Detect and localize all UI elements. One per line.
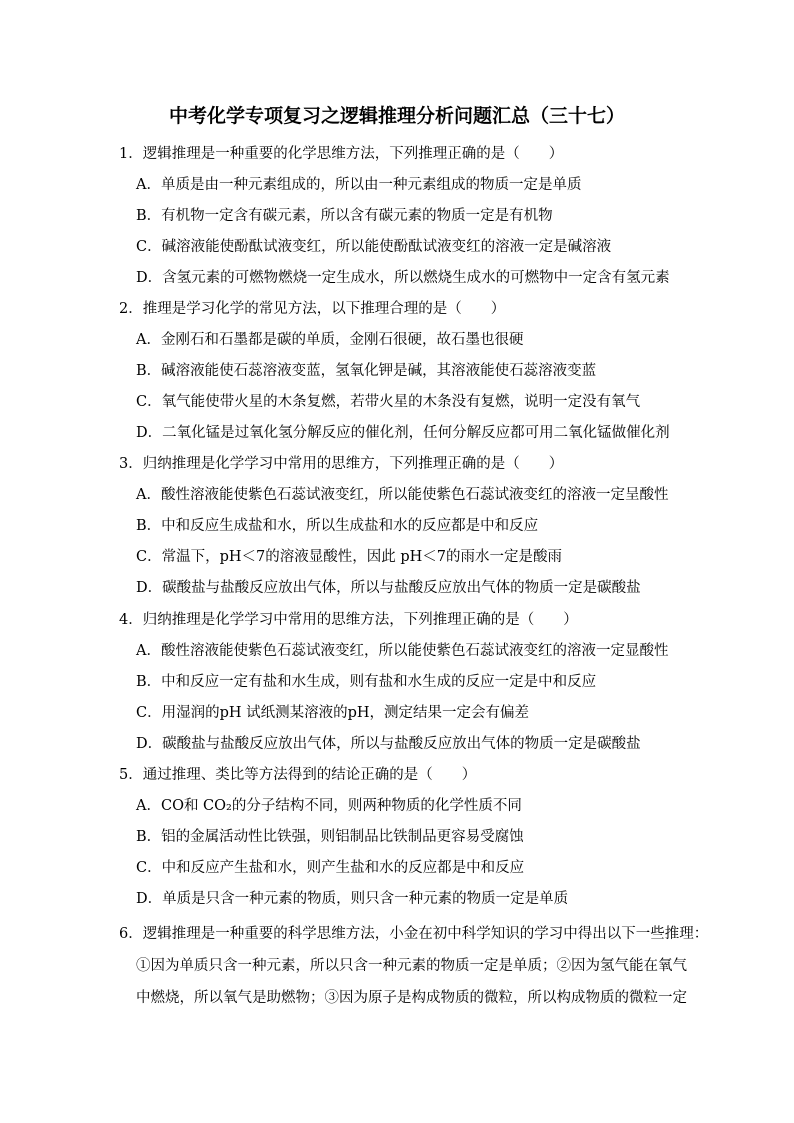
question-4-option-b: B．中和反应一定有盐和水生成，则有盐和水生成的反应一定是中和反应 [136, 674, 597, 690]
question-1-option-c: C．碱溶液能使酚酞试液变红，所以能使酚酞试液变红的溶液一定是碱溶液 [136, 239, 612, 255]
question-6-continuation-2: 中燃烧，所以氧气是助燃物；③因为原子是构成物质的微粒，所以构成物质的微粒一定 [136, 990, 687, 1006]
question-4-stem: 4．归纳推理是化学学习中常用的思维方法，下列推理正确的是（ ） [119, 612, 578, 628]
question-3-option-c: C．常温下，pH＜7的溶液显酸性，因此 pH＜7的雨水一定是酸雨 [136, 549, 563, 565]
question-4-option-d: D．碳酸盐与盐酸反应放出气体，所以与盐酸反应放出气体的物质一定是碳酸盐 [136, 736, 641, 752]
question-5-option-b: B．铝的金属活动性比铁强，则铝制品比铁制品更容易受腐蚀 [136, 829, 524, 845]
question-2-option-a: A．金刚石和石墨都是碳的单质，金刚石很硬，故石墨也很硬 [136, 332, 524, 348]
question-4-option-c: C．用湿润的pH 试纸测某溶液的pH，测定结果一定会有偏差 [136, 705, 530, 721]
question-6-continuation-1: ①因为单质只含一种元素，所以只含一种元素的物质一定是单质；②因为氢气能在氧气 [136, 958, 687, 974]
question-1-option-a: A．单质是由一种元素组成的，所以由一种元素组成的物质一定是单质 [136, 177, 582, 193]
question-5-option-d: D．单质是只含一种元素的物质，则只含一种元素的物质一定是单质 [136, 891, 569, 907]
question-4-option-a: A．酸性溶液能使紫色石蕊试液变红，所以能使紫色石蕊试液变红的溶液一定显酸性 [136, 643, 669, 659]
question-3-option-b: B．中和反应生成盐和水，所以生成盐和水的反应都是中和反应 [136, 518, 539, 534]
question-1-stem: 1．逻辑推理是一种重要的化学思维方法，下列推理正确的是（ ） [119, 146, 564, 162]
question-5-option-a: A．CO和 CO₂的分子结构不同，则两种物质的化学性质不同 [136, 798, 522, 814]
question-5-stem: 5．通过推理、类比等方法得到的结论正确的是（ ） [119, 767, 477, 783]
page-title: 中考化学专项复习之逻辑推理分析问题汇总（三十七） [168, 105, 625, 127]
question-3-option-a: A．酸性溶液能使紫色石蕊试液变红，所以能使紫色石蕊试液变红的溶液一定呈酸性 [136, 487, 669, 503]
question-3-stem: 3．归纳推理是化学学习中常用的思维方，下列推理正确的是（ ） [119, 456, 564, 472]
question-1-option-d: D．含氢元素的可燃物燃烧一定生成水，所以燃烧生成水的可燃物中一定含有氢元素 [136, 270, 670, 286]
question-1-option-b: B．有机物一定含有碳元素，所以含有碳元素的物质一定是有机物 [136, 208, 553, 224]
question-6-stem: 6．逻辑推理是一种重要的科学思维方法，小金在初中科学知识的学习中得出以下一些推理： [119, 926, 709, 942]
question-2-option-c: C．氧气能使带火星的木条复燃，若带火星的木条没有复燃，说明一定没有氧气 [136, 394, 641, 410]
question-2-stem: 2．推理是学习化学的常见方法，以下推理合理的是（ ） [119, 301, 506, 317]
question-2-option-b: B．碱溶液能使石蕊溶液变蓝，氢氧化钾是碱，其溶液能使石蕊溶液变蓝 [136, 363, 597, 379]
question-2-option-d: D．二氧化锰是过氧化氢分解反应的催化剂，任何分解反应都可用二氧化锰做催化剂 [136, 425, 670, 441]
question-3-option-d: D．碳酸盐与盐酸反应放出气体，所以与盐酸反应放出气体的物质一定是碳酸盐 [136, 580, 641, 596]
question-5-option-c: C．中和反应产生盐和水，则产生盐和水的反应都是中和反应 [136, 860, 525, 876]
